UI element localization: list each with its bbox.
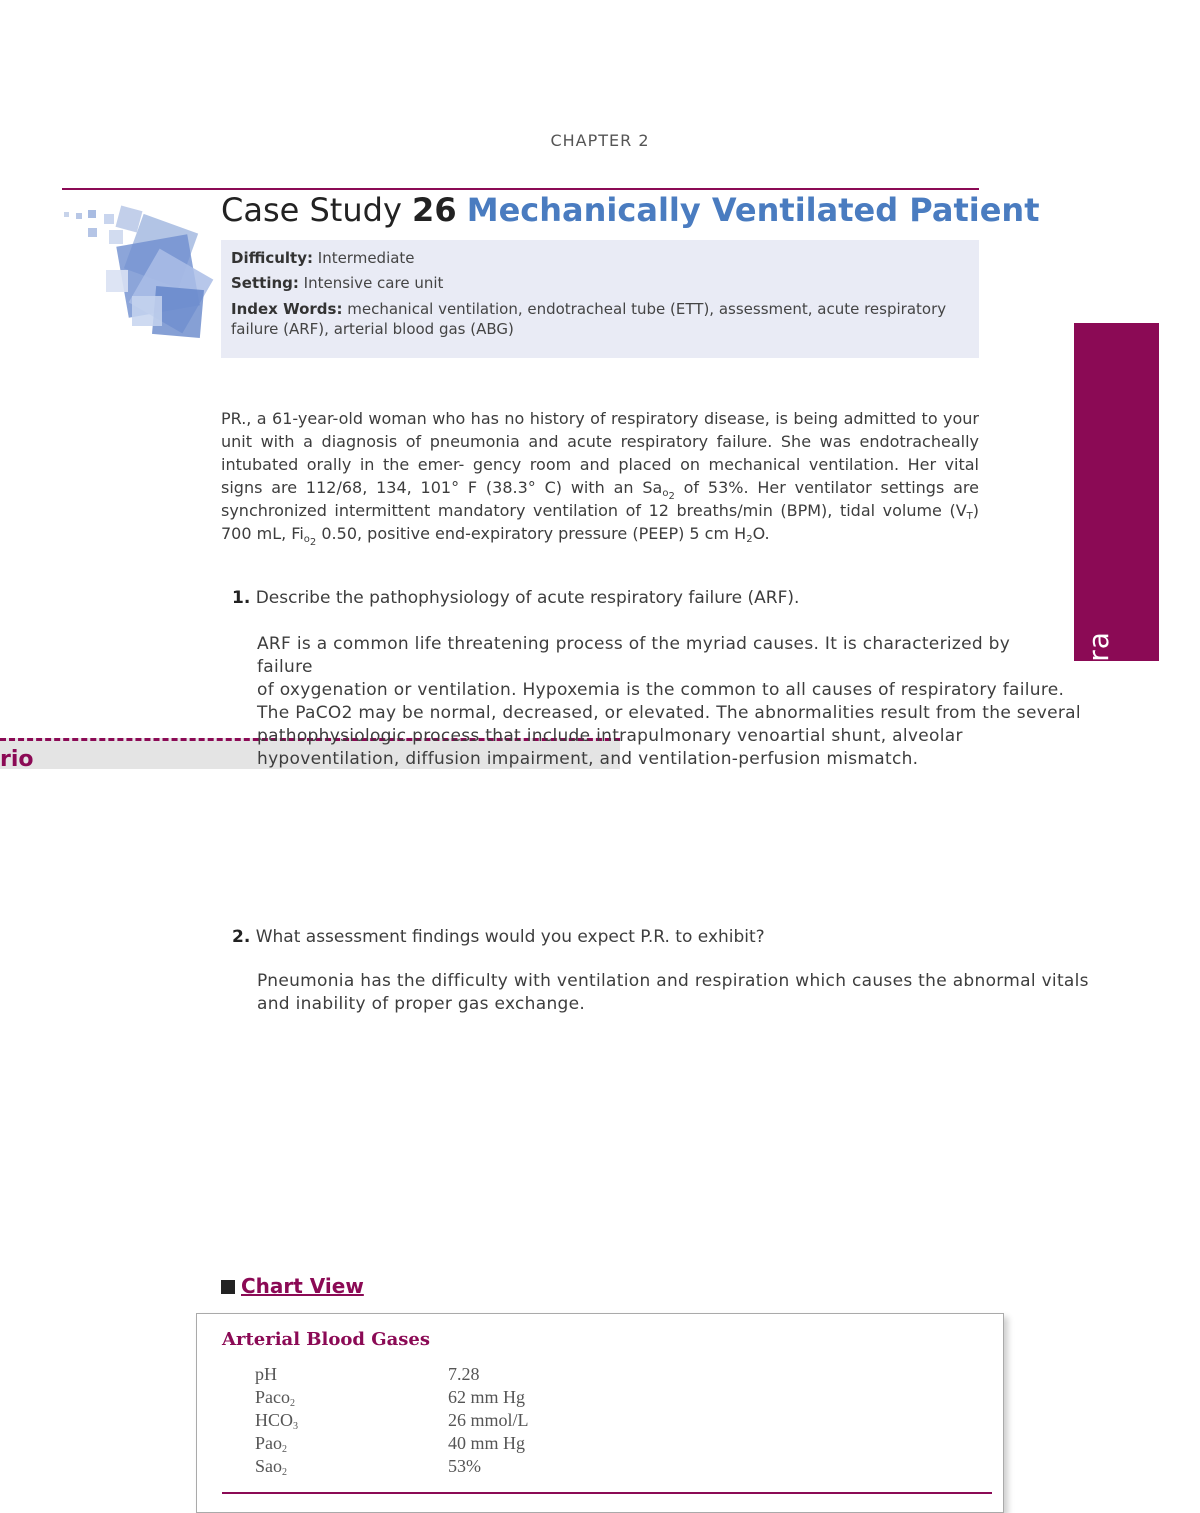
case-number: 26 (412, 191, 457, 229)
abg-value: 40 mm Hg (448, 1433, 526, 1453)
title-rule (62, 188, 979, 190)
left-edge-tab-label: rio (0, 747, 34, 772)
intro-text-5: O. (752, 524, 770, 543)
abg-row-pao2 (255, 1433, 526, 1455)
side-tab-label: 2 Respira (1082, 631, 1115, 771)
intro-sub-o-2: o (303, 534, 310, 545)
abg-row-sao2 (255, 1456, 481, 1478)
difficulty-value: Intermediate (317, 249, 415, 267)
title-prefix: Case Study (221, 191, 402, 229)
question-1-text: Describe the pathophysiology of acute respiratory failure (ARF). (255, 588, 800, 608)
scenario-paragraph (221, 407, 979, 548)
question-1 (232, 588, 799, 608)
decorative-squares-graphic (62, 200, 208, 344)
case-info-box (221, 240, 979, 358)
abg-bottom-rule (222, 1492, 992, 1494)
index-words-label: Index Words: (231, 300, 343, 318)
setting-value: Intensive care unit (303, 274, 444, 292)
intro-sub-2-2: 2 (309, 537, 317, 548)
answer-2-line: and inability of proper gas exchange. (257, 994, 586, 1014)
question-2-number: 2. (232, 927, 251, 947)
intro-text-1: PR., a 61-year-old woman who has no history of respiratory disease, is being admitted to your unit with a diagnosis of pneumonia and acute respiratory failure. She was endotracheally intubated orally in the emer- gency room and placed on mechanical ventilation. Her vital signs are 112/68, 134, 101° F (38.3° C) with an Sa (221, 409, 979, 497)
abg-value: 53% (448, 1456, 481, 1476)
intro-sub-T: T (966, 511, 973, 522)
answer-2 (257, 970, 1187, 1016)
abg-value: 7.28 (448, 1364, 480, 1384)
abg-label: Paco (255, 1387, 290, 1407)
question-1-number: 1. (232, 588, 251, 608)
square-bullet-icon (221, 1280, 235, 1294)
chapter-side-tab (1074, 323, 1159, 771)
abg-label: pH (255, 1364, 277, 1384)
intro-text-2: of 53%. Her ventilator settings are synchronized intermittent mandatory ventilation of 12 breaths/min (BPM), tidal volume (V (221, 478, 979, 520)
answer-1-line: failure (257, 657, 313, 677)
answer-1-line: pathophysiologic process that include intrapulmonary venoartial shunt, alveolar (257, 726, 963, 746)
question-2 (232, 927, 765, 947)
index-words-value: mechanical ventilation, endotracheal tube (ETT), assessment, acute respiratory failure (ARF), arterial blood gas (ABG) (231, 300, 947, 338)
abg-label: HCO (255, 1410, 294, 1430)
abg-title: Arterial Blood Gases (222, 1329, 430, 1350)
chart-view-heading (221, 1274, 364, 1298)
difficulty-label: Difficulty: (231, 249, 313, 267)
answer-2-line: Pneumonia has the difficulty with ventilation and respiration which causes the abnormal vitals (257, 971, 1089, 991)
chart-view-link[interactable]: Chart View (241, 1274, 364, 1298)
abg-panel (196, 1313, 1004, 1513)
setting-label: Setting: (231, 274, 299, 292)
index-words-line (231, 299, 969, 339)
answer-1-line: The PaCO2 may be normal, decreased, or elevated. The abnormalities result from the several (257, 703, 1081, 723)
abg-label-sub: 2 (290, 1398, 295, 1409)
answer-1-line: hypoventilation, diffusion impairment, and ventilation-perfusion mismatch. (257, 749, 919, 769)
intro-sub-2-3: 2 (746, 534, 753, 545)
abg-row-hco3 (255, 1410, 529, 1432)
intro-sub-o-1: o (662, 488, 669, 499)
intro-sub-2-1: 2 (668, 491, 675, 502)
abg-label-sub: 2 (282, 1444, 287, 1455)
intro-text-4: 0.50, positive end-expiratory pressure (PEEP) 5 cm H (316, 524, 747, 543)
abg-value: 26 mmol/L (448, 1410, 529, 1430)
chapter-heading: CHAPTER 2 (550, 131, 650, 150)
intro-text-3: ) 700 mL, Fi (221, 501, 979, 543)
answer-1 (257, 633, 1197, 771)
answer-1-line: ARF is a common life threatening process of the myriad causes. It is characterized by (257, 634, 1011, 654)
abg-row-ph (255, 1364, 480, 1385)
setting-line (231, 271, 969, 296)
abg-label-sub: 2 (282, 1467, 287, 1478)
abg-row-paco2 (255, 1387, 526, 1409)
abg-label: Sao (255, 1456, 282, 1476)
abg-label: Pao (255, 1433, 282, 1453)
case-study-title (221, 191, 1040, 229)
difficulty-line (231, 246, 969, 271)
abg-label-sub: 3 (293, 1421, 299, 1432)
question-2-text: What assessment findings would you expect P.R. to exhibit? (255, 927, 765, 947)
answer-1-line: of oxygenation or ventilation. Hypoxemia is the common to all causes of respiratory failure. (257, 680, 1065, 700)
case-subject: Mechanically Ventilated Patient (466, 191, 1040, 229)
abg-value: 62 mm Hg (448, 1387, 526, 1407)
